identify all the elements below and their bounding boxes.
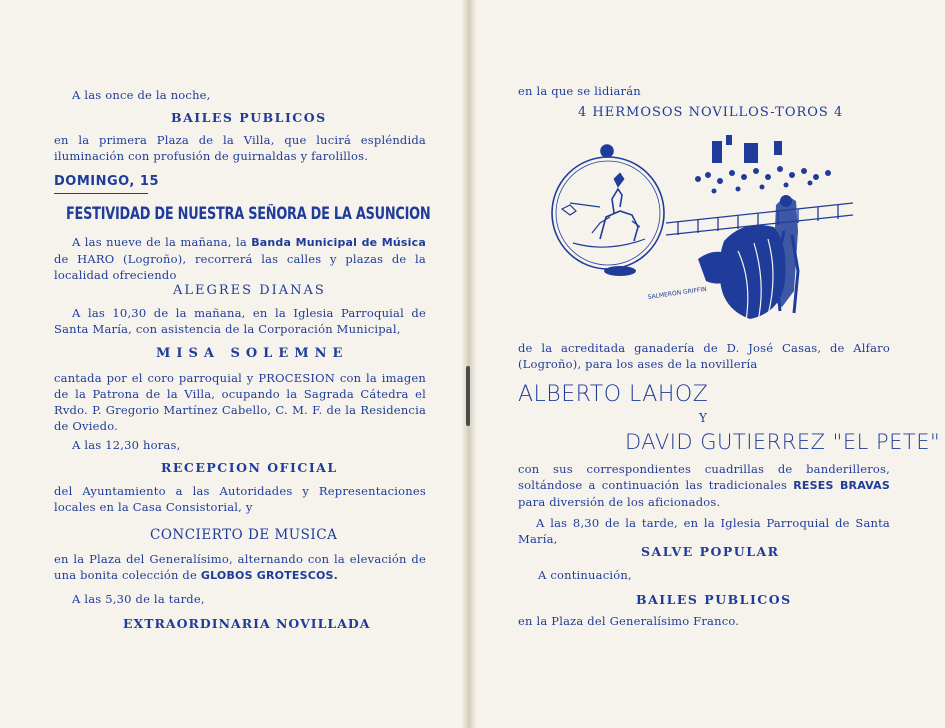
text-ayuntamiento: del Ayuntamiento a las Autoridades y Representaciones locales en la Casa Consistorial, y (54, 484, 426, 514)
medallion-ornament (601, 145, 613, 157)
heading-recepcion-oficial: RECEPCION OFICIAL (161, 460, 338, 475)
torero-david-gutierrez: DAVID GUTIERREZ "EL PETE" (625, 430, 941, 454)
illustration-signature: SALMERÓN GRIFFIN (647, 285, 708, 301)
text-globos-b: GLOBOS GROTESCOS. (200, 569, 339, 582)
date-domingo: DOMINGO, 15 (54, 174, 159, 189)
book-gutter (462, 0, 476, 728)
heading-novillos-toros: 4 HERMOSOS NOVILLOS-TOROS 4 (578, 105, 844, 120)
text-5-30: A las 5,30 de la tarde, (72, 592, 205, 606)
heading-bailes-publicos: BAILES PUBLICOS (171, 110, 327, 125)
text-cuadrillas (518, 461, 890, 510)
text-8-30: A las 8,30 de la tarde, en la Iglesia Parroquial de Santa María, (518, 516, 890, 546)
text-cuadrillas-a: con sus correspondientes cuadrillas de banderilleros, soltándose a continuación las tradicionales (518, 462, 890, 492)
text-procesion: cantada por el coro parroquial y PROCESION con la imagen de la Patrona de la Villa, ocupando la Sagrada Cátedra el Rvdo. P. Gregorio Martínez Cabello, C. M. F. de la Residencia de Oviedo. (54, 371, 426, 433)
text-globos (54, 551, 426, 584)
left-page (0, 0, 470, 728)
text-banda (54, 234, 426, 283)
text-banda-c: de HARO (Logroño), recorrerá las calles y plazas de la localidad ofreciendo (54, 252, 426, 282)
heading-salve-popular: SALVE POPULAR (641, 544, 780, 559)
text-globos-a: en la Plaza del Generalísimo, alternando con la elevación de una bonita colección de (54, 552, 426, 582)
festivity-title: FESTIVIDAD DE NUESTRA SEÑORA DE LA ASUNCION (66, 204, 431, 223)
fallen-hat (604, 266, 636, 276)
text-reses-bravas: RESES BRAVAS (793, 479, 890, 492)
horse-rider (600, 189, 638, 241)
text-banda-name: Banda Municipal de Música (251, 236, 426, 249)
text-primera-plaza: en la primera Plaza de la Villa, que lucirá espléndida iluminación con profusión de guirnaldas y farolillos. (54, 133, 426, 163)
heading-misa-solemne: MISA SOLEMNE (156, 346, 349, 361)
bull (698, 252, 736, 284)
heading-bailes-publicos-2: BAILES PUBLICOS (636, 592, 792, 607)
text-banda-a: A las nueve de la mañana, la (72, 235, 252, 249)
text-a-continuacion: A continuación, (538, 568, 632, 582)
crowd-stands (695, 135, 831, 194)
bullfight-illustration (548, 131, 860, 335)
conjunction-y: Y (699, 411, 708, 425)
text-once-noche: A las once de la noche, (72, 88, 211, 102)
date-underline (54, 193, 148, 194)
heading-novillada: EXTRAORDINARIA NOVILLADA (123, 616, 371, 631)
heading-concierto: CONCIERTO DE MUSICA (150, 527, 338, 543)
text-ganaderia: de la acreditada ganadería de D. José Casas, de Alfaro (Logroño), para los ases de la novillería (518, 341, 890, 371)
text-12-30: A las 12,30 horas, (72, 438, 181, 452)
medallion-circle (552, 157, 664, 269)
small-bull (562, 203, 600, 215)
text-cuadrillas-c: para diversión de los aficionados. (518, 495, 721, 509)
staple (466, 366, 470, 426)
torero-alberto-lahoz: ALBERTO LAHOZ (518, 382, 709, 407)
text-lidiaran: en la que se lidiarán (518, 84, 641, 98)
text-misa-intro: A las 10,30 de la mañana, en la Iglesia Parroquial de Santa María, con asistencia de la Corporación Municipal, (54, 306, 426, 336)
heading-alegres-dianas: ALEGRES DIANAS (173, 283, 326, 298)
text-plaza-generalisimo: en la Plaza del Generalísimo Franco. (518, 614, 740, 628)
